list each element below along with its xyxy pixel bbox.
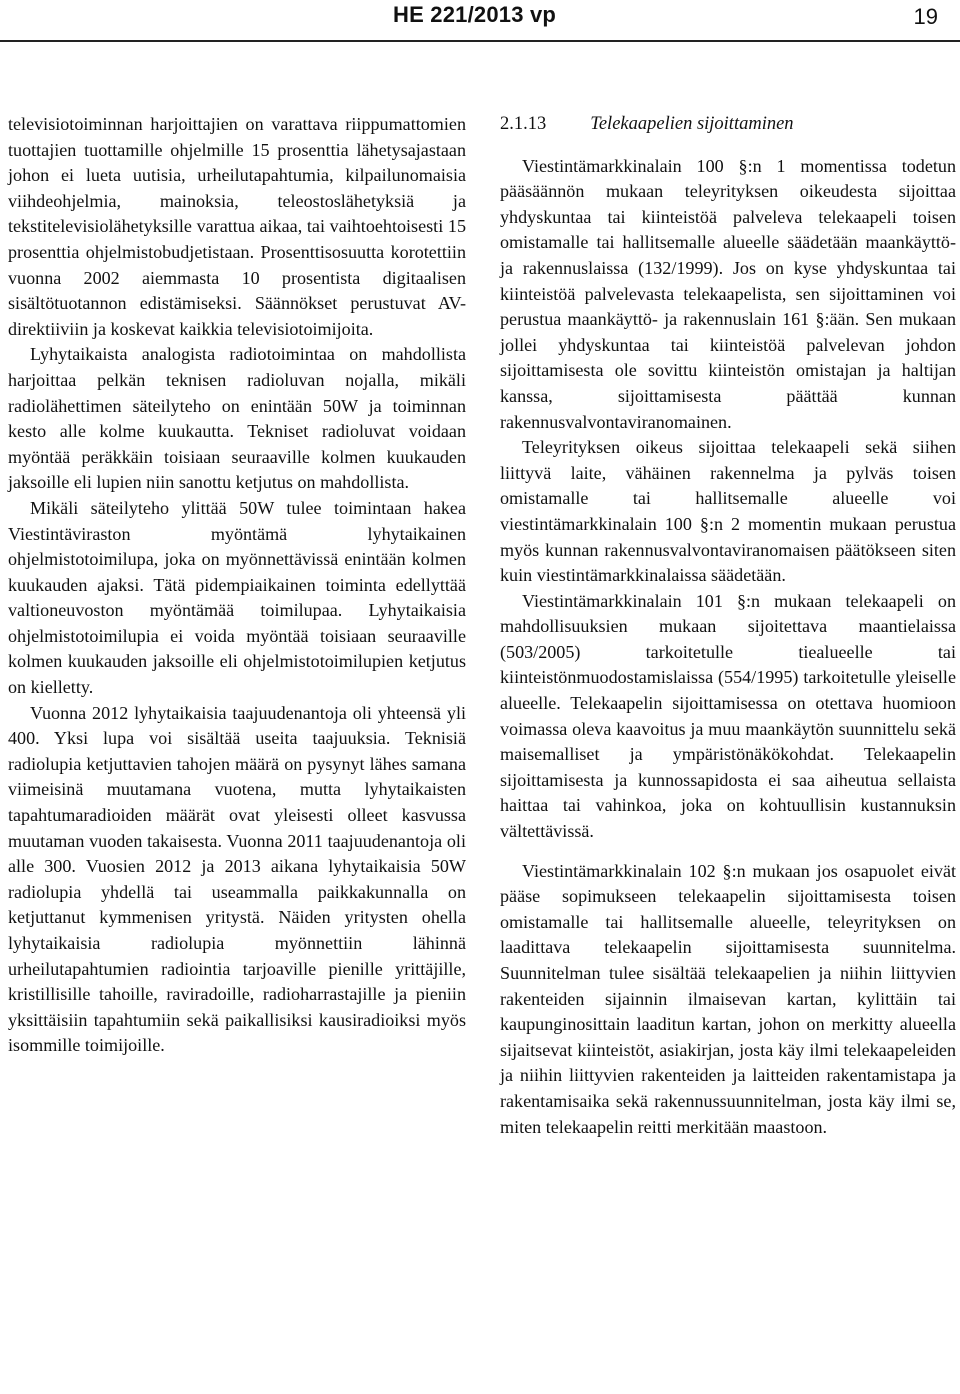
right-column [500, 112, 956, 1140]
paragraph: Teleyrityksen oikeus sijoittaa telekaapeli sekä siihen liittyvä laite, vähäinen rakennelma ja pylväs toisen omistamalle tai hallitsemalle alueelle voi viestintämarkkinalain 100 §:n 2 momentin mukaan perustua myös kunnan rakennusvalvontaviranomaisen päätökseen siten kuin viestintämarkkinalaissa säädetään. [500, 437, 956, 586]
document-title: HE 221/2013 vp [393, 2, 557, 27]
paragraph: Mikäli säteilyteho ylittää 50W tulee toimintaan hakea Viestintäviraston myöntämä lyhytaikainen ohjelmistotoimilupa, joka on myönnettävissä enintään kolmen kuukauden ajaksi. Tätä pidempiaikainen toiminta edellyttää valtioneuvoston myöntämää toimilupaa. Lyhytaikaisia ohjelmistotoimilupia ei voida myöntää toisiaan seuraaville kolmen kuukauden jaksoille eli ohjelmistotoimilupien ketjutus on kielletty. [8, 497, 466, 698]
section-title: Telekaapelien sijoittaminen [590, 114, 794, 134]
paragraph: Vuonna 2012 lyhytaikaisia taajuudenantoja oli yhteensä yli 400. Yksi lupa voi sisältää useita taajuuksia. Teknisiä radiolupia ketjuttavien tahojen määrä on pysynyt lähes samana viimeisinä muutamana vuotena, mutta lyhytaikaisten tapahtumaradioiden määrät ovat yleisesti olleet kasvussa muutaman vuoden takaisesta. Vuonna 2011 taajuudenantoja oli alle 300. Vuosien 2012 ja 2013 aikana lyhytaikaisia 50W radiolupia yhdellä tai useammalla paikkakunnalla on ketjuttanut kymmenisen yritystä. Näiden yritysten ohella lyhytaikaisia radiolupia myönnettiin lähinnä urheilutapahtumien radiointia tarjoaville pienille yrittäjille, kristillisille tahoille, raviradoille, radioharrastajille ja pieniin yksittäisiin tapahtumiin sekä paikallisiksi kausiradioiksi myös isommille toimijoille. [8, 702, 466, 1056]
page-header [0, 0, 960, 36]
paragraph: Viestintämarkkinalain 102 §:n mukaan jos osapuolet eivät pääse sopimukseen telekaapelin sijoittamisesta toisen omistamalle tai hallitsemalle alueelle, teleyrityksen on laadittava telekaapelin sijoittamisesta suunnitelma. Suunnitelman tulee sisältää telekaapelien ja niihin liittyvien rakenteiden sijainnin ilmaisevan kartan, kylittäin tai kaupunginosittain laaditun kartan, johon on merkitty alueella sijaitsevat kiinteistöt, asiakirjan, josta käy ilmi telekaapeleiden ja niihin liittyvien rakenteiden ja laitteiden rakentamistapa ja rakentamisaika sekä rakennussuunnitelman, josta käy ilmi se, miten telekaapelin reitti merkitään maastoon. [500, 860, 956, 1137]
section-number: 2.1.13 [500, 114, 547, 134]
header-rule [0, 40, 960, 42]
paragraph: Lyhytaikaista analogista radiotoimintaa on mahdollista harjoittaa pelkän teknisen radioluvan nojalla, mikäli radiolähettimen säteilyteho on enintään 50W ja toiminnan kesto alle kolme kuukautta. Tekniset radioluvat voidaan myöntää peräkkäin toisiaan seuraaville kolmen kuukauden jaksoille eli lupien niin sanottu ketjutus on mahdollista. [8, 344, 466, 493]
left-column [8, 112, 466, 1059]
paragraph: televisiotoiminnan harjoittajien on varattava riippumattomien tuottajien tuottamille ohjelmille 15 prosenttia lähetysajastaan johon ei lueta uutisia, urheilutapahtumia, kilpailunomaisia viihdeohjelmia, mainoksia, teleostoslähetyksiä ja tekstitelevisiolähetyksille varattua aikaa, tai vaihtoehtoisesti 15 prosenttia ohjelmistobudjetistaan. Prosenttisosuutta korotettiin vuonna 2002 aiemmasta 10 prosentista digitaalisen sisältötuotannon edistämiseksi. Säännökset perustuvat AV-direktiiviin ja koskevat kaikkia televisiotoimijoita. [8, 114, 466, 339]
paragraph: Viestintämarkkinalain 101 §:n mukaan telekaapeli on mahdollisuuksien mukaan sijoitettava maantielaissa (503/2005) tarkoitetulle tiealueelle tai kiinteistönmuodostamislaissa (554/1995) tarkoitetulle yleiselle alueelle. Telekaapelin sijoittamisessa on otettava huomioon voimassa oleva kaavoitus ja muu maankäytön suunnittelu sekä maisemalliset ja ympäristönäkökohdat. Telekaapelin sijoittamisesta ja kunnossapidosta ei saa aiheutua sellaista haittaa tai vahinkoa, joka on kohtuullisin kustannuksin vältettävissä. [500, 590, 956, 842]
section-heading [500, 112, 956, 138]
page-number: 19 [913, 4, 938, 29]
paragraph: Viestintämarkkinalain 100 §:n 1 momentissa todetun pääsäännön mukaan teleyrityksen oikeudesta sijoittaa yhdyskuntaa tai kiinteistöä palveleva telekaapeli toisen omistamalle tai hallitsemalle alueelle säädetään maankäyttö- ja rakennuslaissa (132/1999). Jos on kyse yhdyskuntaa tai kiinteistöä palvelevasta telekaapelista, sen sijoittaminen voi perustua maankäyttö- ja rakennuslain 161 §:ään. Sen mukaan jollei yhdyskuntaa tai kiinteistöä palvelevan johdon sijoittamisesta ole sovittu kiinteistön omistajan ja haltijan kanssa, sijoittamisesta päättää kunnan rakennusvalvontaviranomainen. [500, 155, 956, 432]
